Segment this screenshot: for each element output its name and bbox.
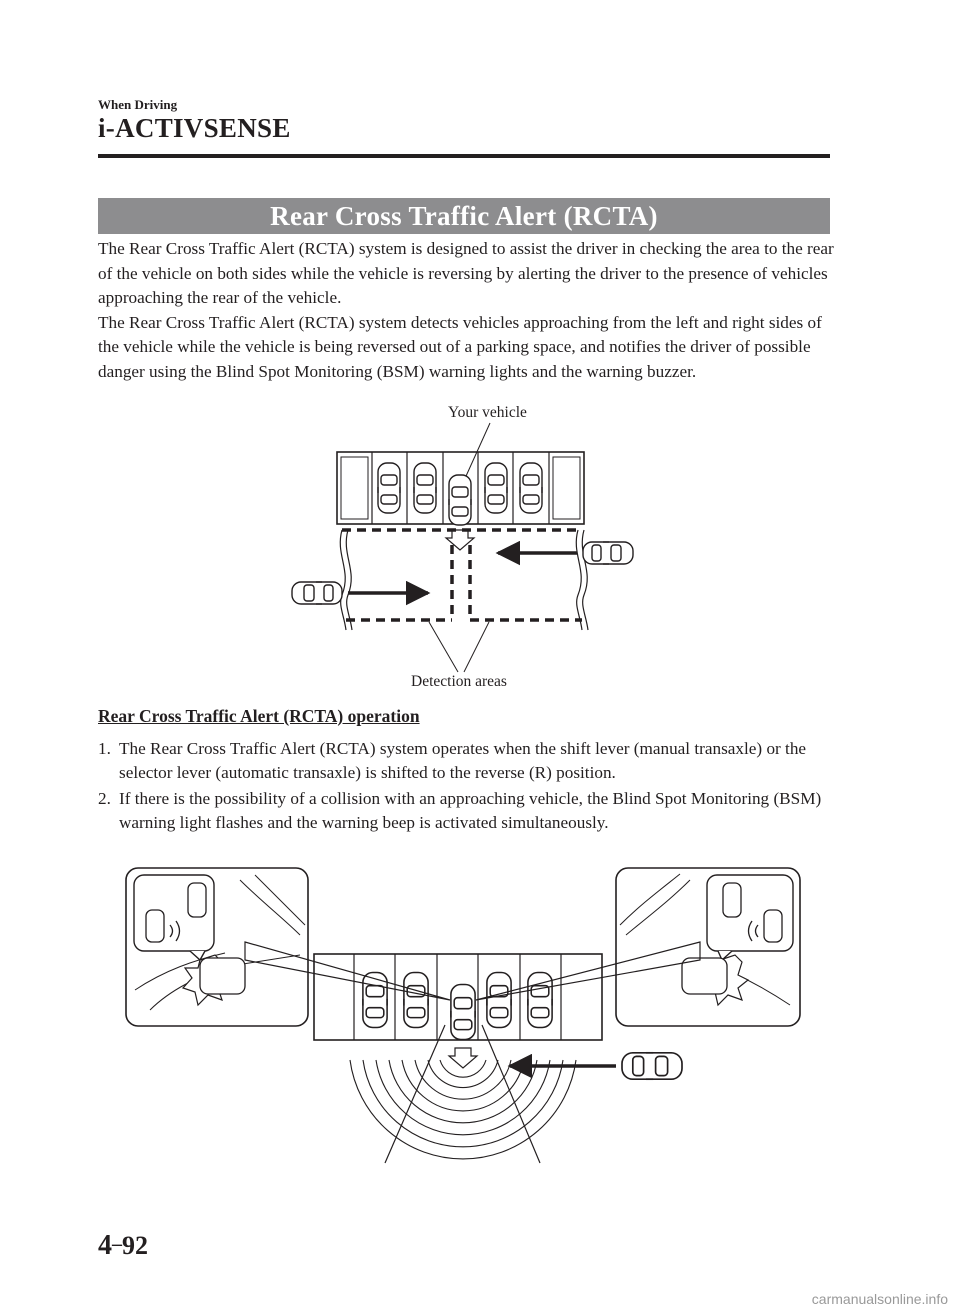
- intro-paragraph-1: The Rear Cross Traffic Alert (RCTA) system is designed to assist the driver in checking the area to the rear of the vehicle on both sides while the vehicle is reversing by alerting the driver to the presence of vehicles approaching the rear of the vehicle.: [98, 239, 834, 308]
- section-title-banner: Rear Cross Traffic Alert (RCTA): [98, 198, 830, 234]
- parked-car: [487, 973, 511, 1028]
- list-item: 2. If there is the possibility of a collision with an approaching vehicle, the Blind Spot Monitoring (BSM) warning light flashes and the warning beep is activated simultaneously.: [98, 788, 822, 833]
- sensor-waves: [350, 1060, 576, 1159]
- left-mirror-inset: [126, 868, 308, 1026]
- detection-areas-label: Detection areas: [411, 673, 507, 690]
- parked-car: [404, 973, 428, 1028]
- section-label: When Driving: [98, 97, 178, 112]
- list-item: 1. The Rear Cross Traffic Alert (RCTA) system operates when the shift lever (manual transaxle) or the selector lever (automatic transaxle) is shifted to the reverse (R) position.: [98, 739, 807, 783]
- intro-paragraph-2: The Rear Cross Traffic Alert (RCTA) system detects vehicles approaching from the left and right sides of the vehicle while the vehicle is being reversed out of a parking space, and notifies the driver of possible danger using the Blind Spot Monitoring (BSM) warning lights and the warning buzzer.: [98, 312, 822, 381]
- your-vehicle-car: [451, 985, 475, 1040]
- right-mirror-inset: [616, 868, 800, 1026]
- operation-heading: Rear Cross Traffic Alert (RCTA) operation: [98, 706, 420, 726]
- reverse-arrow: [449, 1048, 477, 1068]
- watermark: carmanualsonline.info: [811, 1291, 948, 1307]
- page-number: 4–92: [98, 1230, 148, 1261]
- your-vehicle-label: Your vehicle: [448, 404, 527, 421]
- chapter-title: i-ACTIVSENSE: [98, 113, 291, 143]
- approaching-car: [622, 1053, 682, 1079]
